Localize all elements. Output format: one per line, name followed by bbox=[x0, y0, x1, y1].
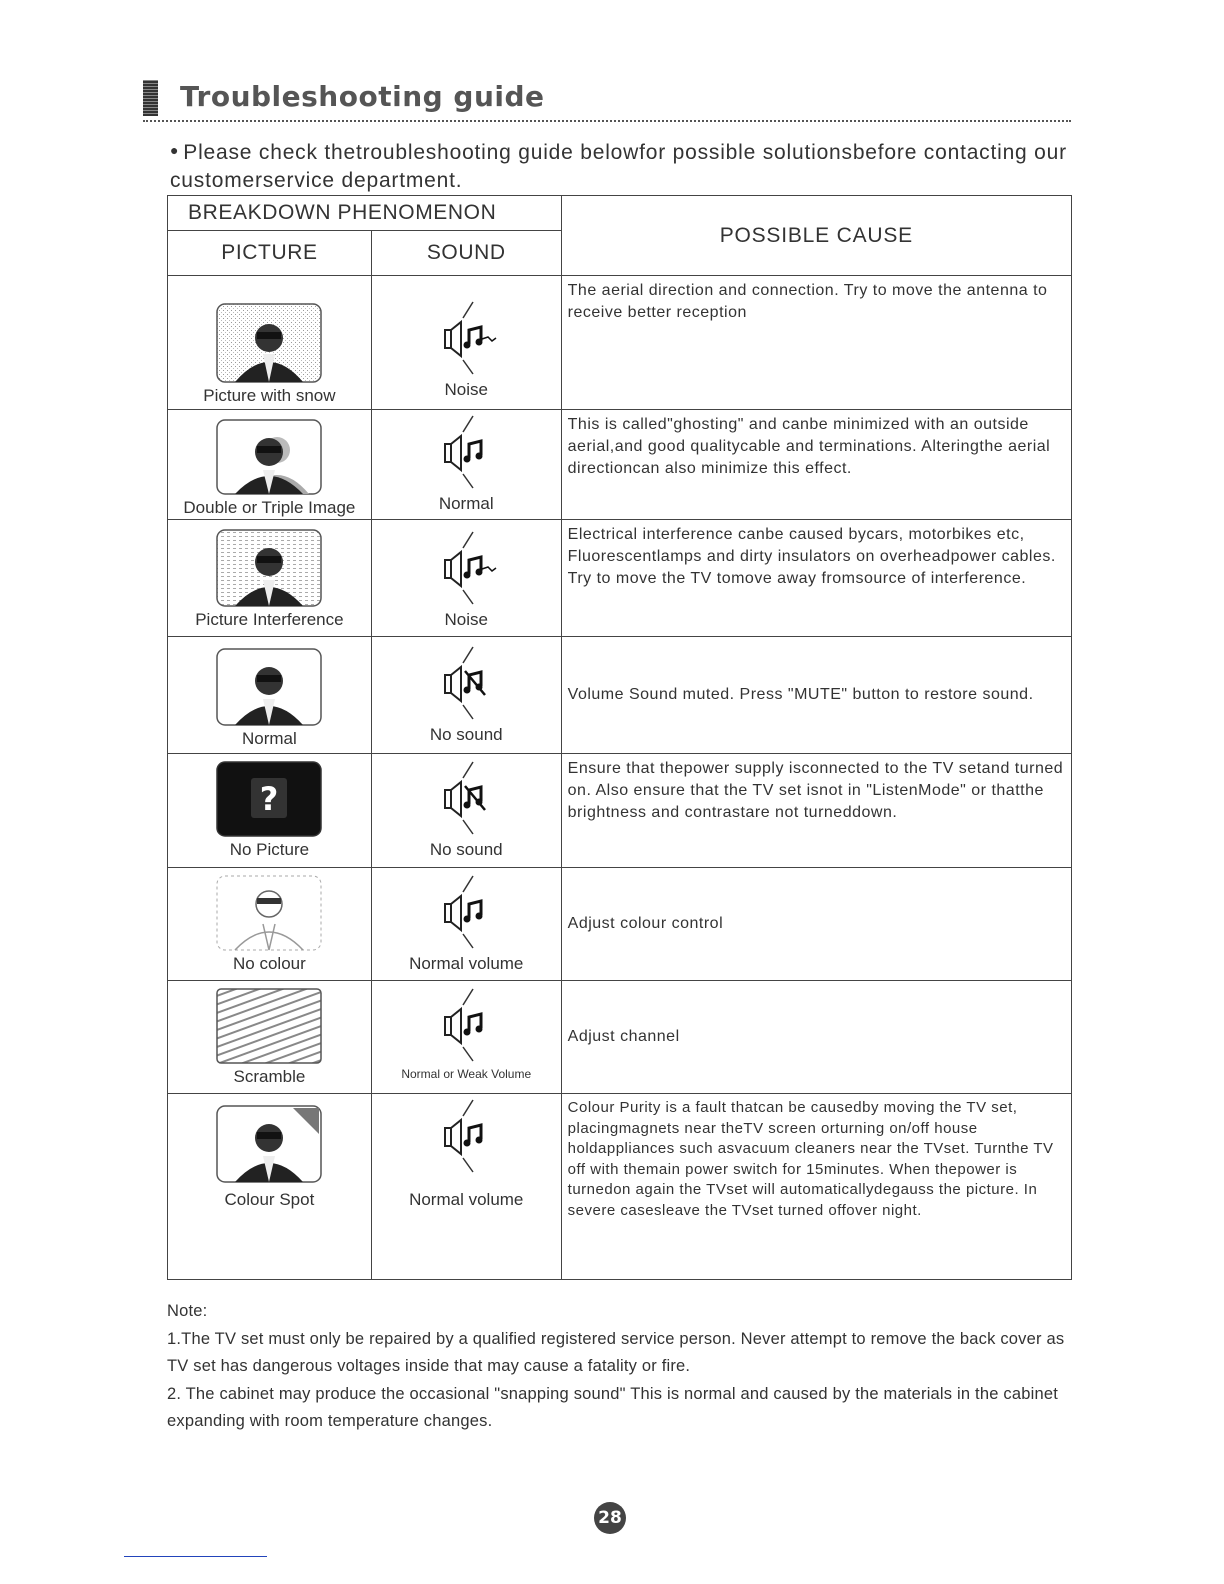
note-2: 2. The cabinet may produce the occasional "snapping sound" This is normal and caused by the materials in the cabinet expanding with room temperature changes. bbox=[167, 1384, 1058, 1430]
picture-cell bbox=[168, 868, 372, 981]
sound-label: Normal bbox=[438, 494, 494, 513]
tv-normal-icon bbox=[215, 647, 323, 727]
sound-label: Normal volume bbox=[409, 954, 524, 973]
sound-cell bbox=[371, 410, 561, 520]
header-picture: PICTURE bbox=[168, 231, 372, 276]
speaker-muted-icon bbox=[411, 643, 521, 723]
sound-label: Normal volume bbox=[409, 1190, 524, 1209]
tv-no-colour-icon bbox=[215, 874, 323, 952]
intro-sentence: Please check thetroubleshooting guide belowfor possible solutionsbefore contacting our customerservice department. bbox=[170, 141, 1067, 192]
table-row bbox=[168, 410, 1072, 520]
picture-cell bbox=[168, 520, 372, 637]
picture-cell bbox=[168, 276, 372, 410]
picture-cell bbox=[168, 754, 372, 868]
picture-label: Double or Triple Image bbox=[183, 498, 356, 517]
picture-label: Picture with snow bbox=[203, 386, 336, 405]
sound-label: Normal or Weak Volume bbox=[401, 1067, 532, 1081]
cause-text: Adjust channel bbox=[561, 981, 1071, 1094]
sound-cell bbox=[371, 868, 561, 981]
sound-cell bbox=[371, 520, 561, 637]
note-1: 1.The TV set must only be repaired by a qualified registered service person. Never attempt to remove the back cover as TV set has dangerous voltages inside that may cause a fatality or fire. bbox=[167, 1329, 1065, 1375]
page-title: Troubleshooting guide bbox=[180, 80, 545, 113]
picture-label: Colour Spot bbox=[224, 1190, 315, 1209]
cause-text: Ensure that thepower supply isconnected to the TV setand turned on. Also ensure that the TV set isnot in "ListenMode" or thatthe brightness and contrastare not turneddown. bbox=[561, 754, 1071, 868]
sound-cell bbox=[371, 754, 561, 868]
table-row bbox=[168, 520, 1072, 637]
sound-cell bbox=[371, 637, 561, 754]
table-row bbox=[168, 276, 1072, 410]
tv-scramble-icon bbox=[215, 987, 323, 1065]
header-breakdown: BREAKDOWN PHENOMENON bbox=[168, 196, 562, 231]
picture-cell bbox=[168, 981, 372, 1094]
sound-cell bbox=[371, 276, 561, 410]
picture-cell bbox=[168, 1094, 372, 1280]
table-row bbox=[168, 981, 1072, 1094]
table-row bbox=[168, 868, 1072, 981]
speaker-noise-icon bbox=[411, 298, 521, 378]
header-sound: SOUND bbox=[371, 231, 561, 276]
sound-label: Noise bbox=[444, 380, 488, 399]
sound-cell bbox=[371, 1094, 561, 1280]
speaker-noise-icon bbox=[411, 528, 521, 608]
tv-snow-icon bbox=[215, 302, 323, 384]
note-label: Note: bbox=[167, 1302, 208, 1320]
picture-label: Scramble bbox=[233, 1067, 306, 1086]
picture-label: Picture Interference bbox=[195, 610, 344, 629]
sound-cell bbox=[371, 981, 561, 1094]
sound-label: No sound bbox=[429, 840, 503, 859]
sound-label: Noise bbox=[444, 610, 488, 629]
tv-interference-icon bbox=[215, 528, 323, 608]
cause-text: Electrical interference canbe caused bycars, motorbikes etc, Fluorescentlamps and dirty insulators on overheadpower cables. Try to move the TV tomove away fromsource of interference. bbox=[561, 520, 1071, 637]
bullet-icon: ● bbox=[170, 142, 180, 158]
tv-colour-spot-icon bbox=[215, 1104, 323, 1184]
picture-cell bbox=[168, 637, 372, 754]
speaker-normal-icon bbox=[411, 1096, 521, 1176]
question-mark-icon bbox=[215, 760, 323, 838]
sound-label: No sound bbox=[429, 725, 503, 744]
speaker-normal-icon bbox=[411, 872, 521, 952]
troubleshooting-table bbox=[167, 195, 1072, 1280]
table-row bbox=[168, 1094, 1072, 1280]
svg-text:?: ? bbox=[260, 780, 279, 818]
tv-ghost-icon bbox=[215, 418, 323, 496]
page-number: 28 bbox=[594, 1502, 626, 1534]
cause-text: Adjust colour control bbox=[561, 868, 1071, 981]
cause-text: This is called"ghosting" and canbe minimized with an outside aerial,and good qualitycable and terminations. Alteringthe aerial directioncan also minimize this effect. bbox=[561, 410, 1071, 520]
intro-text bbox=[170, 136, 1070, 195]
picture-label: No Picture bbox=[229, 840, 310, 859]
cause-text: The aerial direction and connection. Try to move the antenna to receive better reception bbox=[561, 276, 1071, 410]
table-row bbox=[168, 637, 1072, 754]
speaker-normal-icon bbox=[411, 412, 521, 492]
notes-section bbox=[167, 1298, 1067, 1436]
speaker-muted-icon bbox=[411, 758, 521, 838]
header-possible-cause: POSSIBLE CAUSE bbox=[561, 196, 1071, 276]
title-bar-icon bbox=[143, 80, 158, 116]
table-row bbox=[168, 754, 1072, 868]
title-section bbox=[143, 80, 1071, 122]
speaker-normal-icon bbox=[411, 985, 521, 1065]
picture-label: Normal bbox=[242, 729, 297, 748]
footer-line bbox=[124, 1556, 267, 1557]
picture-cell bbox=[168, 410, 372, 520]
cause-text: Volume Sound muted. Press "MUTE" button to restore sound. bbox=[561, 637, 1071, 754]
cause-text: Colour Purity is a fault thatcan be causedby moving the TV set, placingmagnets near theTV screen orturning on/off house holdappliances such asvacuum cleaners near the TVset. Turnthe TV off with themain power switch for 15minutes. When thepower is turnedon again the TVset will automaticallydegauss the picture. In severe casesleave the TVset turned offover night. bbox=[561, 1094, 1071, 1280]
picture-label: No colour bbox=[233, 954, 306, 973]
